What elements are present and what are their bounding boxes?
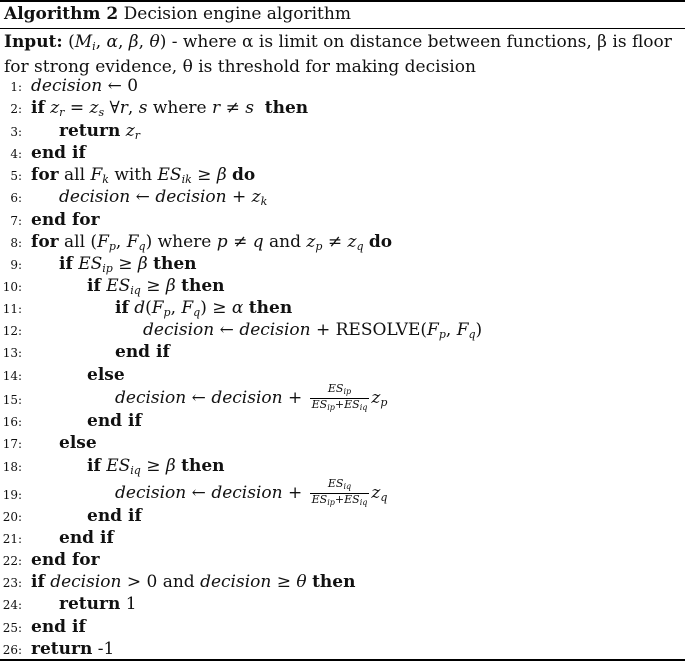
line-number: 7: [10, 214, 22, 228]
line-number: 11: [2, 302, 22, 316]
line-number: 15: [2, 393, 22, 407]
line-number: 17: [2, 437, 22, 451]
input-label: Input: [4, 32, 63, 52]
line-number: 24: [2, 598, 22, 612]
input-description: Input: ($M_i$, α, β, θ) - where α is limit on distance between functions, β is floor for strong evidence, θ is threshold for making decision [4, 32, 672, 77]
fraction: $\frac{ES_{ip}}{ES_{ip}+ES_{iq}}$ [311, 382, 368, 412]
line-number: 12: [2, 324, 22, 338]
line-number: 14: [2, 369, 22, 383]
line-number: 3: [10, 125, 22, 139]
line-number: 21: [2, 532, 22, 546]
caption-label: Algorithm 2 [4, 4, 119, 24]
line-number: 20: [2, 510, 22, 524]
line-number: 22: [2, 554, 22, 568]
line-number: 2: [10, 102, 22, 116]
caption-title: Decision engine algorithm [123, 4, 351, 24]
line-number: 6: [10, 191, 22, 205]
line-number: 4: [10, 147, 22, 161]
algorithm-box: Algorithm 2 Decision engine algorithm Input: ($M_i$, α, β, θ) - where α is limit on distance between functions, β is floor for strong evidence, θ is threshold for making decision 1: decision ← 0 2: if $z_r = z_s$ ∀r, s where r ≠ s then 3: return $z_r$ 4: end if 5: for all $F_k$ with $ES_{ik} \ge \beta$ do 6: decision ← decision + $z_k$ 7: end for 8: for all ($F_p$, $F_q$) where p ≠ q and $z_p \ne z_q$ do 9: if $ES_{ip} \ge \beta$ then 10: if $ES_{iq} \ge \beta$ then 11: if $d(F_p$, $F_q) \ge \alpha$ then 12: decision ← decision + $RESOLVE(F_p$, $F_q$) 13: end if 14: else 15: decision ← decision + $\frac{ES_{ip}}{ES_{ip}+ES_{iq}}$ $z_p$ 16: end if 17: else 18: if $ES_{iq} \ge \beta$ then 19: decision ← decision + $\frac{ES_{iq}}{ES_{ip}+ES_{iq}}$ $z_q$ 20: end if 21: end if 22: end for 23: if decision > 0 and decision ≥ θ then 24: return 1 25: end if 26: return -1 [0, 0, 685, 662]
line-number: 13: [2, 346, 22, 360]
line-number: 9: [10, 258, 22, 272]
line-number: 18: [2, 460, 22, 474]
input-text: - where α is limit on distance between functions, β is floor for strong evidence, θ is threshold for making decision [4, 32, 672, 77]
line-number: 19: [2, 488, 22, 502]
line-number: 26: [2, 643, 22, 657]
line-number: 16: [2, 415, 22, 429]
bottom-rule [0, 659, 685, 661]
line-number: 25: [2, 621, 22, 635]
line-number: 23: [2, 576, 22, 590]
line-number: 10: [2, 280, 22, 294]
line-number: 5: [10, 169, 22, 183]
caption-rule [0, 28, 685, 29]
algorithm-caption [4, 4, 351, 24]
fraction: $\frac{ES_{iq}}{ES_{ip}+ES_{iq}}$ [311, 477, 368, 507]
line-number: 8: [10, 236, 22, 250]
line-number: 1: [10, 80, 22, 94]
top-rule [0, 0, 685, 2]
